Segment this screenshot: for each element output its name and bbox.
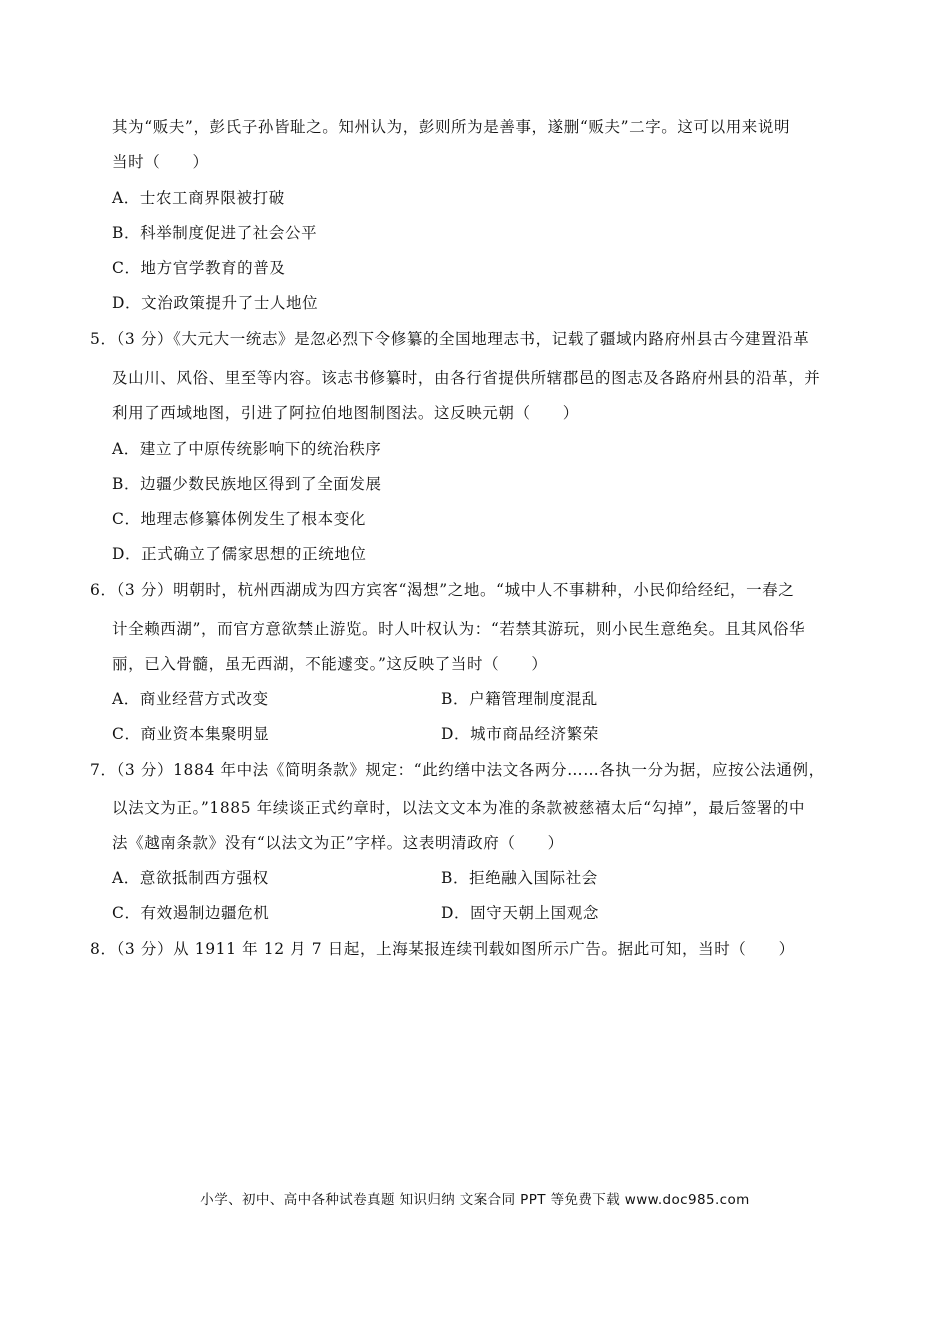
q4-option-d: D．文治政策提升了士人地位: [112, 294, 319, 312]
q7-option-c: C．有效遏制边疆危机: [112, 904, 270, 922]
q7-option-d: D．固守天朝上国观念: [441, 904, 599, 922]
q5-option-b: B．边疆少数民族地区得到了全面发展: [112, 475, 382, 493]
q7-option-b: B．拒绝融入国际社会: [441, 869, 598, 887]
q6-stem-line-3: 丽，已入骨髓，虽无西湖，不能遽变。”这反映了当时（ ）: [112, 655, 548, 673]
q6-option-b: B．户籍管理制度混乱: [441, 690, 598, 708]
page-footer: 小学、初中、高中各种试卷真题 知识归纳 文案合同 PPT 等免费下载 www.doc985.com: [200, 1192, 750, 1208]
q5-stem-line-3: 利用了西域地图，引进了阿拉伯地图制图法。这反映元朝（ ）: [112, 404, 579, 422]
q5-stem-line-1: 5．（3 分）《大元大一统志》是忽必烈下令修纂的全国地理志书，记载了疆域内路府州县古今建置沿革: [90, 330, 810, 348]
q5-option-a: A．建立了中原传统影响下的统治秩序: [112, 440, 382, 458]
q4-option-a: A．士农工商界限被打破: [112, 189, 285, 207]
q5-stem-line-2: 及山川、风俗、里至等内容。该志书修纂时，由各行省提供所辖郡邑的图志及各路府州县的沿革，并: [112, 369, 821, 387]
q7-stem-line-2: 以法文为正。”1885 年续谈正式约章时，以法文文本为准的条款被慈禧太后“勾掉”，最后签署的中: [112, 799, 806, 817]
q4-option-c: C．地方官学教育的普及: [112, 259, 286, 277]
q7-stem-line-3: 法《越南条款》没有“以法文为正”字样。这表明清政府（ ）: [112, 834, 564, 852]
q4-option-b: B．科举制度促进了社会公平: [112, 224, 318, 242]
q5-option-c: C．地理志修纂体例发生了根本变化: [112, 510, 366, 528]
q6-stem-line-1: 6．（3 分）明朝时，杭州西湖成为四方宾客“渴想”之地。“城中人不事耕种，小民仰给经纪，一春之: [90, 581, 795, 599]
q6-option-c: C．商业资本集聚明显: [112, 725, 270, 743]
q7-stem-line-1: 7．（3 分）1884 年中法《简明条款》规定：“此约缮中法文各两分……各执一分为据，应按公法通例，: [90, 761, 825, 779]
q6-option-d: D．城市商品经济繁荣: [441, 725, 599, 743]
q6-stem-line-2: 计全赖西湖”，而官方意欲禁止游览。时人叶权认为：“若禁其游玩，则小民生意绝矣。且其风俗华: [112, 620, 806, 638]
q7-option-a: A．意欲抵制西方强权: [112, 869, 269, 887]
q4-stem-line-1: 其为“贩夫”，彭氏子孙皆耻之。知州认为，彭则所为是善事，遂删“贩夫”二字。这可以用来说明: [112, 118, 791, 136]
q5-option-d: D．正式确立了儒家思想的正统地位: [112, 545, 367, 563]
q6-option-a: A．商业经营方式改变: [112, 690, 269, 708]
q4-stem-line-2: 当时（ ）: [112, 153, 209, 171]
q8-stem-line-1: 8．（3 分）从 1911 年 12 月 7 日起，上海某报连续刊载如图所示广告。据此可知，当时（ ）: [90, 940, 795, 958]
